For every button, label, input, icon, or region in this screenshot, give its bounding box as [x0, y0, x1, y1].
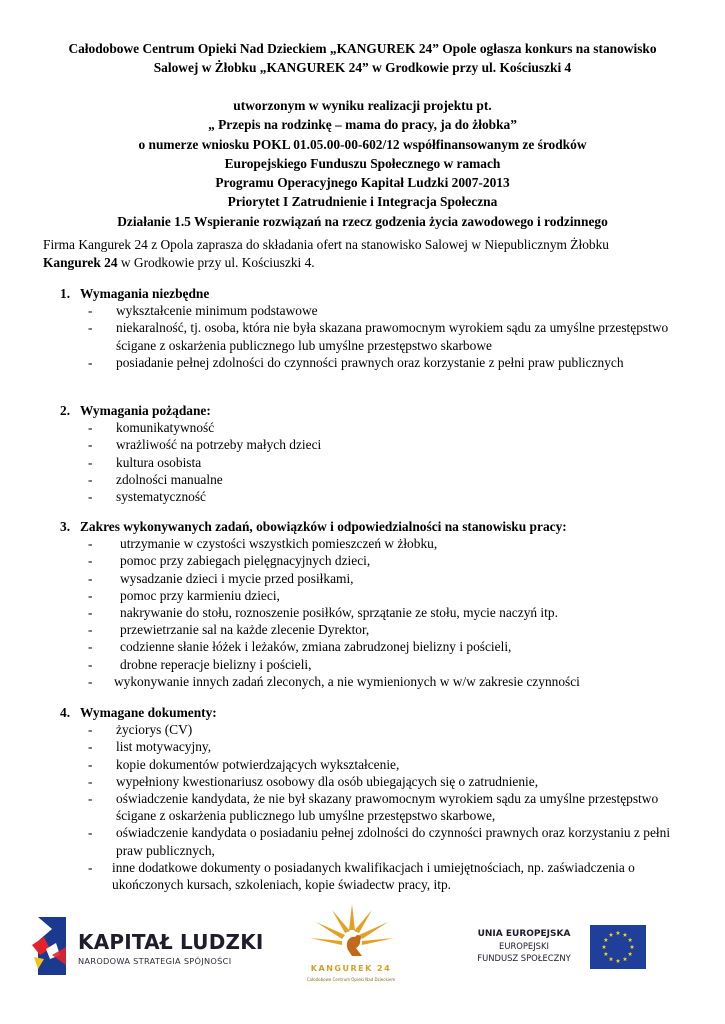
- list-item-text: wykonywanie innych zadań zleconych, a nie wymienionych w w/w zakresie czynności: [114, 673, 580, 689]
- kapital-ludzki-logo-icon: [30, 915, 74, 977]
- list-item: - oświadczenie kandydata o posiadaniu pełnej zdolności do czynności prawnych oraz korzystaniu z pełni praw publicznych,: [88, 825, 671, 858]
- list-item: - wysadzanie dzieci i mycie przed posiłkami,: [88, 570, 354, 586]
- list-item: - życiorys (CV): [88, 722, 193, 738]
- eu-line-1: UNIA EUROPEJSKA: [477, 929, 571, 939]
- section-title: [40, 285, 685, 302]
- list-item-text: przewietrzanie sal na każde zlecenie Dyrektor,: [120, 622, 370, 638]
- list-item: - systematyczność: [88, 489, 206, 505]
- project-line-3: o numerze wniosku POKL 01.05.00-00-602/12 współfinansowanym ze środków: [138, 136, 587, 152]
- intro-bold-name: Kangurek 24: [43, 254, 118, 270]
- list-item: - list motywacyjny,: [88, 739, 212, 755]
- project-line-7: Działanie 1.5 Wspieranie rozwiązań na rzecz godzenia życia zawodowego i rodzinnego: [117, 213, 608, 229]
- list-item-text: wypełniony kwestionariusz osobowy dla osób ubiegających się o zatrudnienie,: [116, 773, 539, 789]
- list-item: - pomoc przy karmieniu dzieci,: [88, 587, 280, 603]
- list-item: - codzienne słanie łóżek i leżaków, zmiana zabrudzonej bielizny i pościeli,: [88, 639, 512, 655]
- eu-text: [470, 928, 578, 964]
- section-title: [40, 402, 685, 419]
- project-line-5: Programu Operacyjnego Kapitał Ludzki 2007-2013: [215, 175, 510, 191]
- list-item: - posiadanie pełnej zdolności do czynności prawnych oraz korzystanie z pełni praw publicznych: [88, 354, 624, 370]
- list-item: - inne dodatkowe dokumenty o posiadanych kwalifikacjach i umiejętnościach, np. zaświadczenia o ukończonych kursach, szkoleniach, kopie świadectw pracy, itp.: [88, 859, 635, 893]
- section-documents: [40, 704, 685, 893]
- section-requirements: [40, 285, 685, 371]
- list-item-text: wysadzanie dzieci i mycie przed posiłkami,: [120, 570, 354, 586]
- list-item-text: drobne reperacje bielizny i pościeli,: [120, 656, 312, 672]
- list-item: - wrażliwość na potrzeby małych dzieci: [88, 437, 322, 453]
- section-title-text: Wymagane dokumenty:: [80, 705, 217, 720]
- header-line-1: Całodobowe Centrum Opieki Nad Dzieckiem „KANGUREK 24” Opole ogłasza konkurs na stanowisko: [68, 41, 657, 56]
- project-line-1: utworzonym w wyniku realizacji projektu pt.: [233, 98, 492, 113]
- list-item-text: kultura osobista: [116, 454, 202, 470]
- section-number: 1.: [60, 286, 71, 301]
- list-item: - kultura osobista: [88, 454, 202, 470]
- list-item-text: oświadczenie kandydata o posiadaniu pełnej zdolności do czynności prawnych oraz korzystaniu z pełni praw publicznych,: [116, 825, 671, 858]
- list-item-text: oświadczenie kandydata, że nie był skazany prawomocnym wyrokiem sądu za umyślne przestępstwo ścigane z oskarżenia publicznego lub umyślne przestępstwo skarbowe,: [116, 791, 659, 824]
- list-item-text: pomoc przy zabiegach pielęgnacyjnych dzieci,: [120, 553, 371, 569]
- eu-line-3: FUNDUSZ SPOŁECZNY: [477, 953, 571, 963]
- list-item: - nakrywanie do stołu, roznoszenie posiłków, sprzątanie ze stołu, mycie naczyń itp.: [88, 605, 558, 621]
- list-item: - utrzymanie w czystości wszystkich pomieszczeń w żłobku,: [88, 536, 438, 552]
- list-item: - oświadczenie kandydata, że nie był skazany prawomocnym wyrokiem sądu za umyślne przestępstwo ścigane z oskarżenia publicznego lub umyślne przestępstwo skarbowe,: [88, 791, 659, 824]
- documents-list: [40, 721, 685, 893]
- kangurek-name: KANGUREK 24: [310, 964, 392, 973]
- project-line-4: Europejskiego Funduszu Społecznego w ramach: [224, 155, 501, 171]
- section-title: [40, 704, 685, 721]
- list-item-text: posiadanie pełnej zdolności do czynności prawnych oraz korzystanie z pełni praw publicznych: [116, 354, 624, 370]
- list-item-text: utrzymanie w czystości wszystkich pomieszczeń w żłobku,: [120, 536, 438, 552]
- kangurek-logo-icon: [292, 900, 412, 966]
- duties-list: [40, 535, 685, 690]
- section-title: [40, 518, 685, 535]
- section-number: 3.: [60, 519, 71, 534]
- project-info: [40, 96, 685, 231]
- list-item: - pomoc przy zabiegach pielęgnacyjnych dzieci,: [88, 553, 371, 569]
- section-duties: [40, 518, 685, 690]
- project-line-6: Priorytet I Zatrudnienie i Integracja Społeczna: [227, 194, 498, 210]
- kapital-ludzki-title: KAPITAŁ LUDZKI: [78, 930, 264, 954]
- list-item-text: list motywacyjny,: [116, 739, 212, 755]
- list-item-text: niekaralność, tj. osoba, która nie była skazana prawomocnym wyrokiem sądu za umyślne przestępstwo ścigane z oskarżenia publicznego lub umyślne przestępstwo skarbowe: [116, 320, 669, 353]
- list-item-text: wykształcenie minimum podstawowe: [116, 303, 318, 319]
- announcement-header: [40, 40, 685, 77]
- list-item: - wykonywanie innych zadań zleconych, a nie wymienionych w w/w zakresie czynności: [88, 673, 580, 689]
- list-item: - zdolności manualne: [88, 471, 223, 487]
- section-desired: [40, 402, 685, 505]
- list-item: - komunikatywność: [88, 420, 215, 436]
- eu-line-2: EUROPEJSKI: [499, 941, 549, 951]
- intro-paragraph: [43, 236, 683, 271]
- requirements-list: [40, 302, 685, 371]
- list-item-text: życiorys (CV): [116, 722, 193, 738]
- list-item: - niekaralność, tj. osoba, która nie była skazana prawomocnym wyrokiem sądu za umyślne przestępstwo ścigane z oskarżenia publicznego lub umyślne przestępstwo skarbowe: [88, 320, 669, 353]
- list-item-text: pomoc przy karmieniu dzieci,: [120, 587, 280, 603]
- list-item-text: komunikatywność: [116, 420, 215, 436]
- kangurek-subtitle: Całodobowe Centrum Opieki Nad Dzieckiem: [306, 977, 396, 982]
- section-number: 2.: [60, 403, 71, 418]
- section-number: 4.: [60, 705, 71, 720]
- kapital-ludzki-subtitle: NARODOWA STRATEGIA SPÓJNOŚCI: [78, 956, 232, 966]
- list-item-text: wrażliwość na potrzeby małych dzieci: [116, 437, 322, 453]
- header-line-2: Salowej w Żłobku „KANGUREK 24” w Grodkowie przy ul. Kościuszki 4: [153, 59, 572, 75]
- project-line-2: „ Przepis na rodzinkę – mama do pracy, ja do żłobka”: [208, 117, 517, 133]
- list-item-text: kopie dokumentów potwierdzających wykształcenie,: [116, 756, 400, 772]
- list-item-text: zdolności manualne: [116, 471, 223, 487]
- section-title-text: Wymagania niezbędne: [80, 286, 210, 301]
- section-title-text: Wymagania pożądane:: [80, 403, 211, 418]
- list-item: - przewietrzanie sal na każde zlecenie Dyrektor,: [88, 622, 370, 638]
- list-item: - kopie dokumentów potwierdzających wykształcenie,: [88, 756, 400, 772]
- intro-text-2: w Grodkowie przy ul. Kościuszki 4.: [117, 254, 315, 270]
- list-item: - wypełniony kwestionariusz osobowy dla osób ubiegających się o zatrudnienie,: [88, 773, 539, 789]
- list-item-text: nakrywanie do stołu, roznoszenie posiłków, sprzątanie ze stołu, mycie naczyń itp.: [120, 605, 558, 621]
- list-item-text: codzienne słanie łóżek i leżaków, zmiana zabrudzonej bielizny i pościeli,: [120, 639, 512, 655]
- list-item-text: inne dodatkowe dokumenty o posiadanych kwalifikacjach i umiejętnościach, np. zaświadczenia o ukończonych kursach, szkoleniach, kopie świadectw pracy, itp.: [112, 859, 635, 893]
- desired-list: [40, 419, 685, 505]
- list-item: - wykształcenie minimum podstawowe: [88, 303, 318, 319]
- list-item: - drobne reperacje bielizny i pościeli,: [88, 656, 312, 672]
- eu-flag-icon: [590, 925, 646, 969]
- list-item-text: systematyczność: [116, 489, 206, 505]
- intro-text-1: Firma Kangurek 24 z Opola zaprasza do składania ofert na stanowisko Salowej w Niepublicznym Żłobku: [43, 237, 609, 252]
- section-title-text: Zakres wykonywanych zadań, obowiązków i odpowiedzialności na stanowisku pracy:: [80, 519, 567, 534]
